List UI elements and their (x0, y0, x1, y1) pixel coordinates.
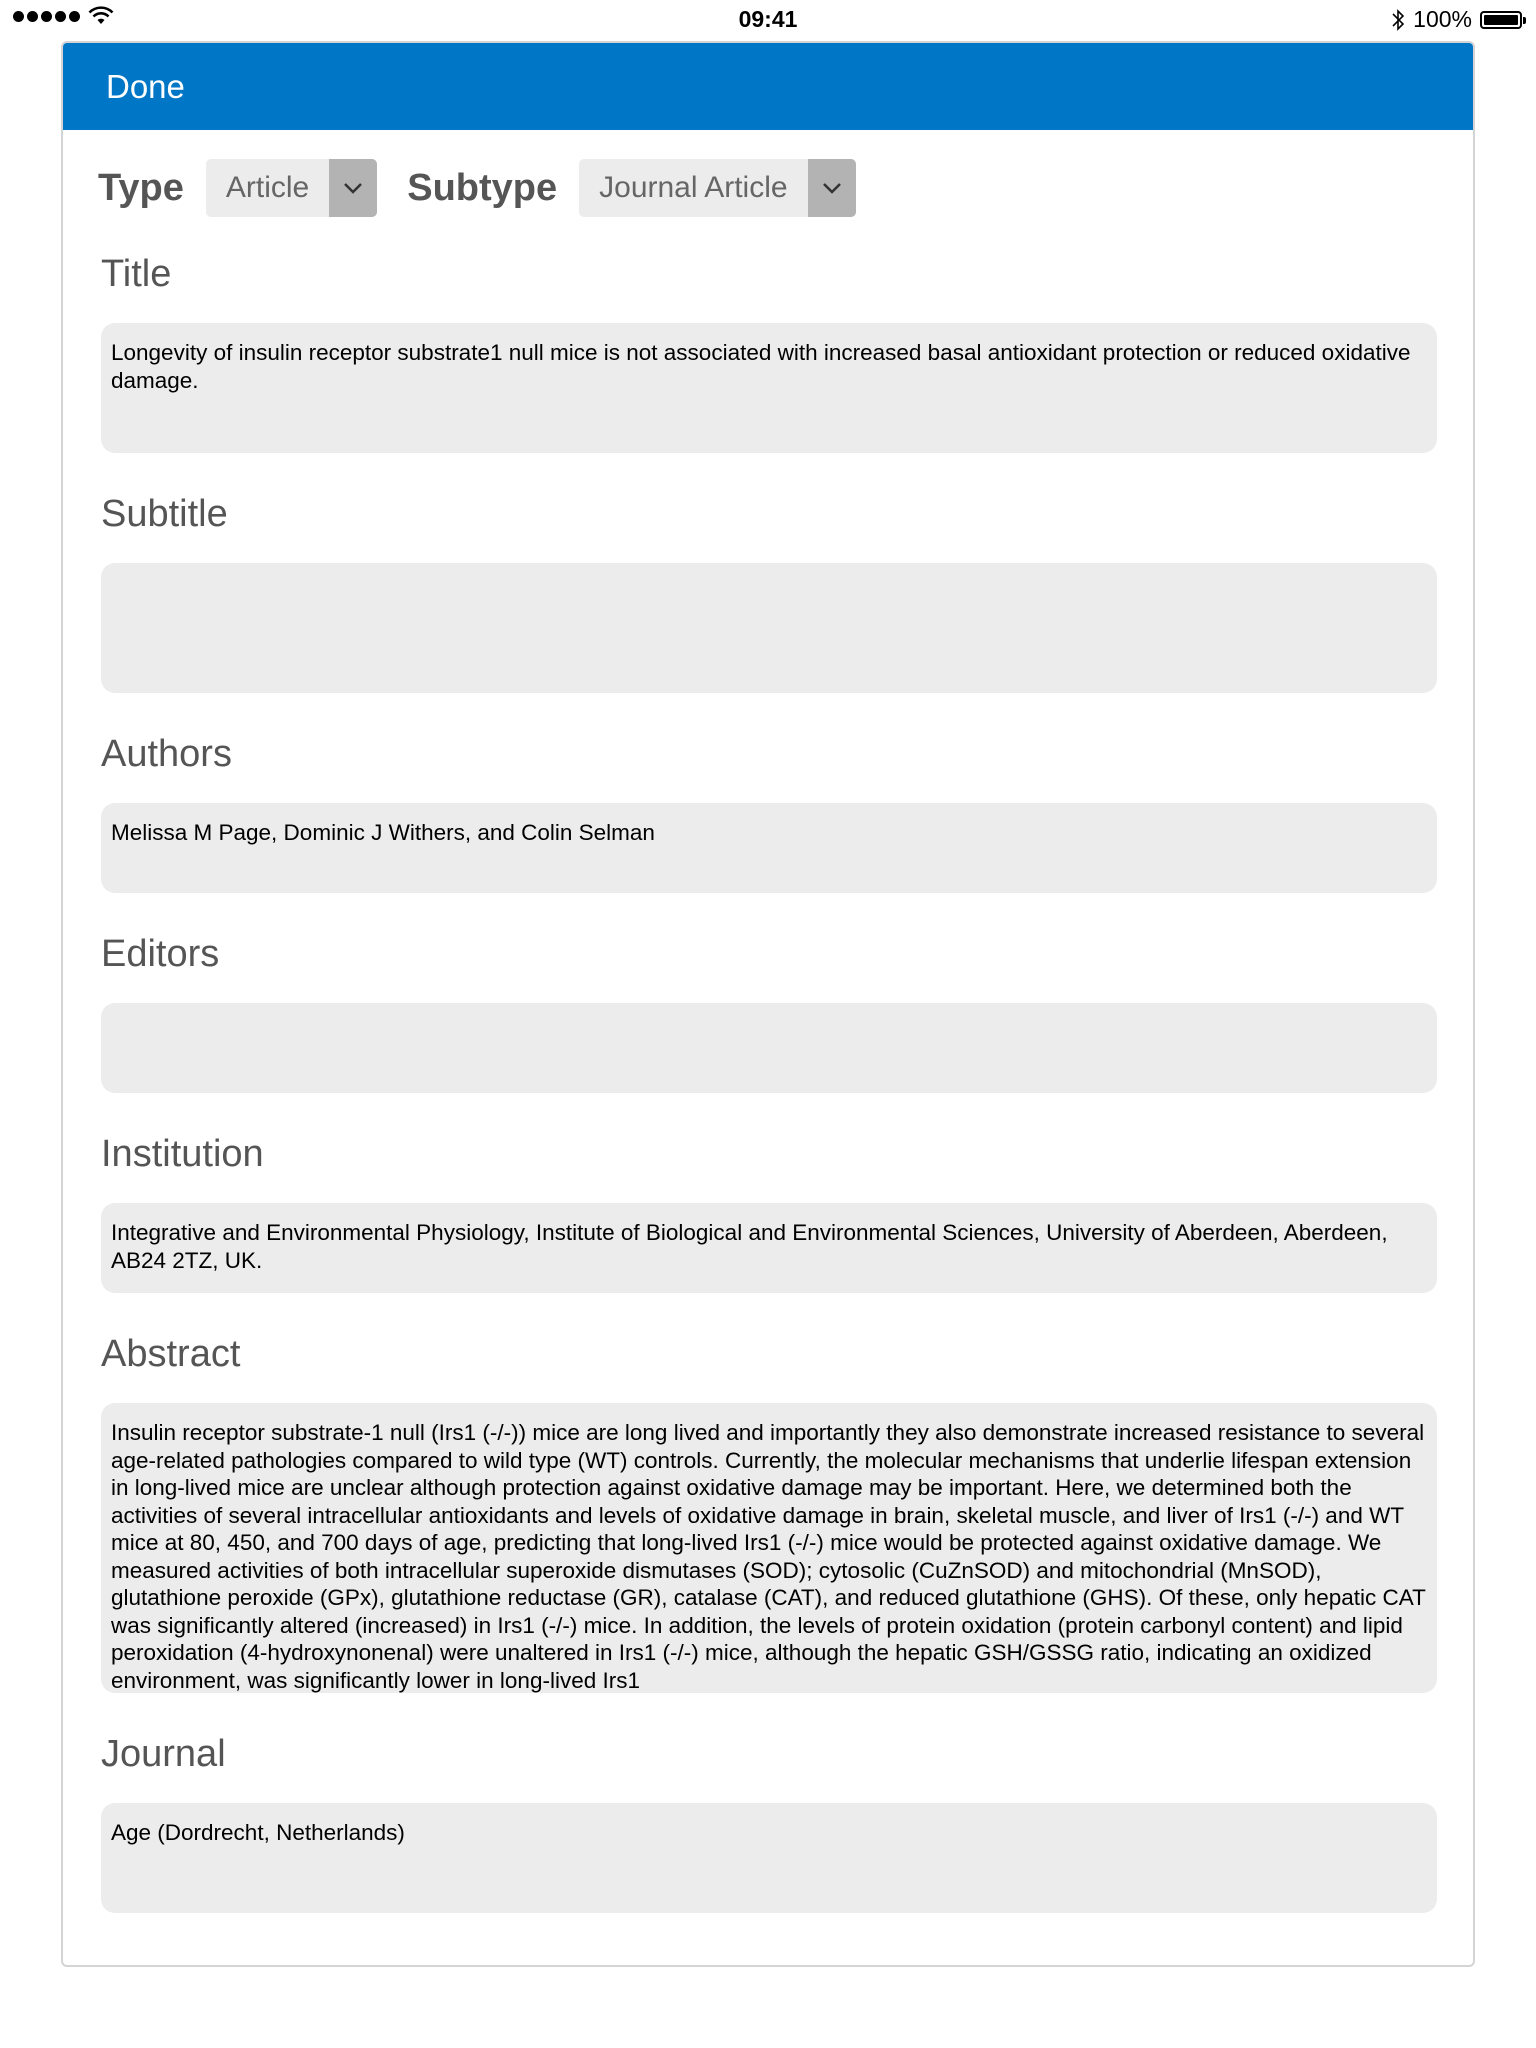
subtitle-field[interactable] (101, 563, 1437, 693)
subtitle-label: Subtitle (101, 493, 228, 535)
abstract-label: Abstract (101, 1333, 241, 1375)
editors-label: Editors (101, 933, 220, 975)
bluetooth-icon (1391, 8, 1405, 32)
institution-label: Institution (101, 1133, 264, 1175)
journal-label: Journal (101, 1733, 226, 1775)
edit-reference-panel (61, 41, 1475, 1967)
journal-field[interactable]: Age (Dordrecht, Netherlands) (101, 1803, 1437, 1913)
status-time: 09:41 (738, 6, 798, 32)
status-right (1391, 6, 1522, 33)
authors-field[interactable]: Melissa M Page, Dominic J Withers, and Colin Selman (101, 803, 1437, 893)
done-button[interactable]: Done (106, 67, 185, 105)
type-label: Type (98, 166, 184, 209)
chevron-down-icon (808, 159, 856, 217)
subtype-select[interactable] (579, 159, 855, 217)
header-bar (63, 43, 1473, 130)
type-select-value: Article (225, 171, 310, 204)
authors-label: Authors (101, 733, 232, 775)
subtype-select-value: Journal Article (599, 171, 788, 204)
title-label: Title (101, 253, 172, 295)
institution-field[interactable]: Integrative and Environmental Physiology, Institute of Biological and Environmental Sciences, University of Aberdeen, Aberdeen, AB24 2TZ, UK. (101, 1203, 1437, 1293)
type-select[interactable] (206, 159, 377, 217)
title-field[interactable]: Longevity of insulin receptor substrate1 null mice is not associated with increased basal antioxidant protection or reduced oxidative damage. (101, 323, 1437, 453)
abstract-field[interactable]: Insulin receptor substrate-1 null (Irs1 (-/-)) mice are long lived and importantly they also demonstrate increased resistance to several age-related pathologies compared to wild type (WT) controls. Currently, the molecular mechanisms that underlie lifespan extension in long-lived mice are unclear although protection against oxidative damage may be important. Here, we determined both the activities of several intracellular antioxidants and levels of oxidative damage in brain, skeletal muscle, and liver of Irs1 (-/-) and WT mice at 80, 450, and 700 days of age, predicting that long-lived Irs1 (-/-) mice would be protected against oxidative damage. We measured activities of both intracellular superoxide dismutases (SOD); cytosolic (CuZnSOD) and mitochondrial (MnSOD), glutathione peroxide (GPx), glutathione reductase (GR), catalase (CAT), and reduced glutathione (GHS). Of these, only hepatic CAT was significantly altered (increased) in Irs1 (-/-) mice. In addition, the levels of protein oxidation (protein carbonyl content) and lipid peroxidation (4-hydroxynonenal) were unaltered in Irs1 (-/-) mice, although the hepatic GSH/GSSG ratio, indicating an oxidized environment, was significantly lower in long-lived Irs1 (101, 1403, 1437, 1693)
status-bar (0, 0, 1536, 40)
editors-field[interactable] (101, 1003, 1437, 1093)
type-row (98, 159, 886, 217)
chevron-down-icon (329, 159, 377, 217)
subtype-label: Subtype (407, 166, 558, 209)
battery-percent: 100% (1413, 6, 1472, 32)
battery-icon (1480, 11, 1522, 29)
